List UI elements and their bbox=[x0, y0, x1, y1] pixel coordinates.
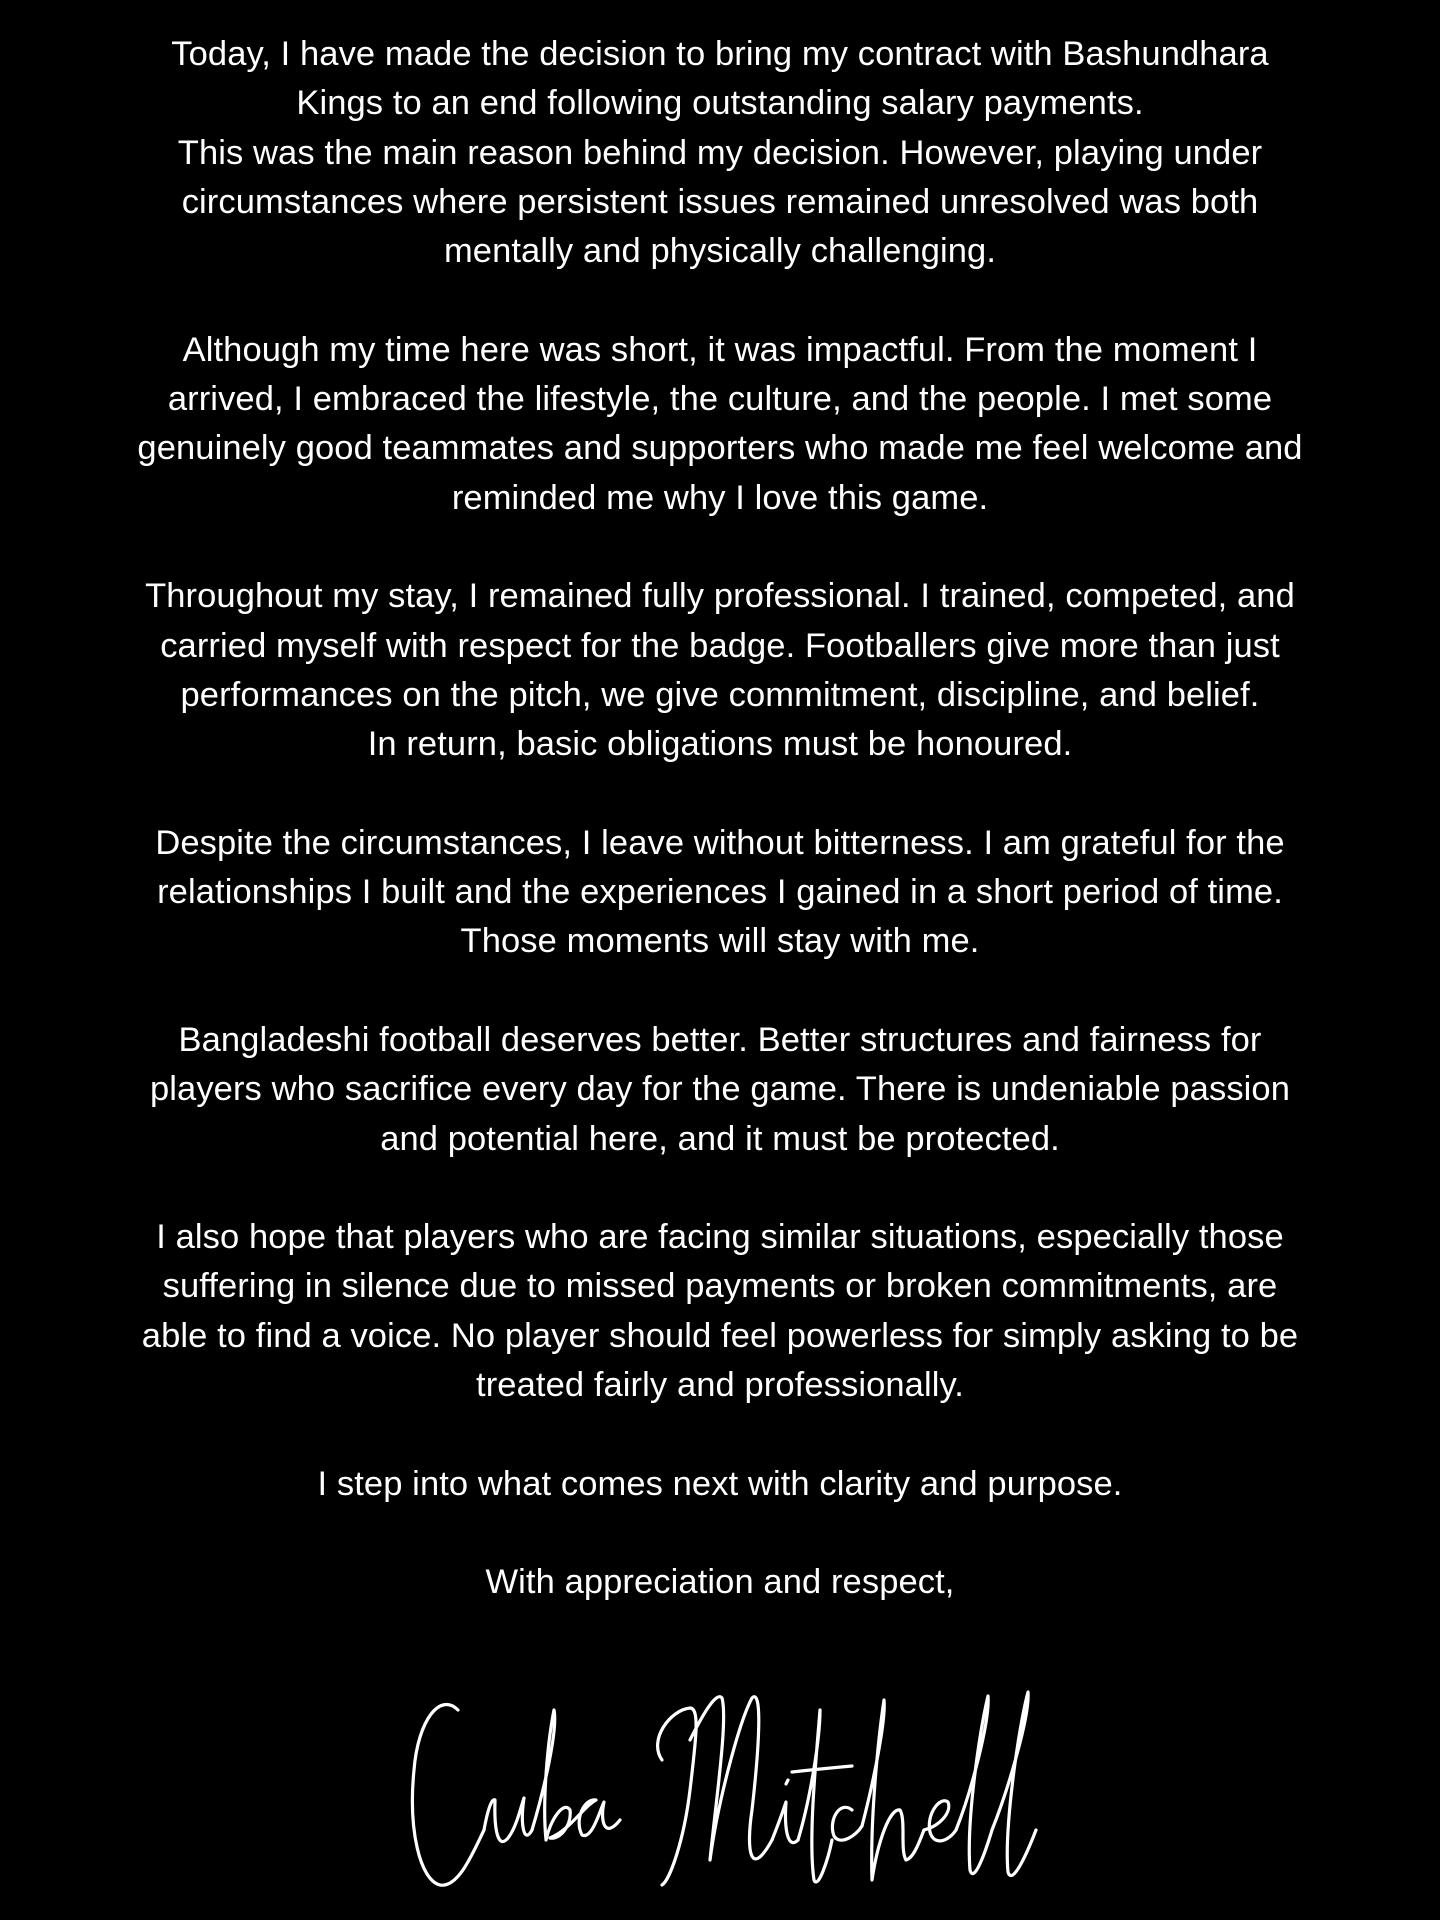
text-line: With appreciation and respect, bbox=[485, 1563, 955, 1602]
paragraph-2 bbox=[40, 326, 1400, 523]
text-line: circumstances where persistent issues remained unresolved was both bbox=[181, 182, 1259, 221]
statement-body bbox=[40, 30, 1400, 1608]
paragraph-5 bbox=[40, 1016, 1400, 1164]
text-line: players who sacrifice every day for the game. There is undeniable passion bbox=[149, 1070, 1291, 1109]
text-line: I also hope that players who are facing similar situations, especially those bbox=[156, 1218, 1284, 1257]
paragraph-6 bbox=[40, 1213, 1400, 1410]
text-line: treated fairly and professionally. bbox=[476, 1366, 964, 1405]
closing-line bbox=[40, 1558, 1400, 1607]
text-line: Throughout my stay, I remained fully professional. I trained, competed, and bbox=[145, 577, 1295, 616]
text-line: suffering in silence due to missed payments or broken commitments, are bbox=[162, 1267, 1278, 1306]
text-line: In return, basic obligations must be honoured. bbox=[367, 725, 1073, 764]
text-line: performances on the pitch, we give commitment, discipline, and belief. bbox=[180, 675, 1260, 714]
text-line: and potential here, and it must be protected. bbox=[380, 1119, 1060, 1158]
text-line: Although my time here was short, it was impactful. From the moment I bbox=[182, 330, 1258, 369]
paragraph-7 bbox=[40, 1460, 1400, 1509]
signature bbox=[400, 1680, 1080, 1910]
signature-cuba-mitchell-icon bbox=[400, 1680, 1080, 1910]
text-line: carried myself with respect for the badge. Footballers give more than just bbox=[160, 626, 1280, 665]
text-line: arrived, I embraced the lifestyle, the culture, and the people. I met some bbox=[167, 380, 1273, 419]
text-line: Bangladeshi football deserves better. Better structures and fairness for bbox=[178, 1020, 1262, 1059]
paragraph-3 bbox=[40, 572, 1400, 769]
text-line: Despite the circumstances, I leave without bitterness. I am grateful for the bbox=[155, 823, 1285, 862]
paragraph-1 bbox=[40, 30, 1400, 276]
text-line: Kings to an end following outstanding salary payments. bbox=[296, 84, 1144, 123]
text-line: able to find a voice. No player should feel powerless for simply asking to be bbox=[141, 1316, 1299, 1355]
text-line: mentally and physically challenging. bbox=[443, 232, 997, 271]
text-line: Today, I have made the decision to bring my contract with Bashundhara bbox=[171, 35, 1269, 73]
text-line: relationships I built and the experiences I gained in a short period of time. bbox=[157, 873, 1283, 912]
text-line: reminded me why I love this game. bbox=[451, 478, 989, 517]
text-line: genuinely good teammates and supporters who made me feel welcome and bbox=[137, 429, 1303, 468]
paragraph-4 bbox=[40, 819, 1400, 967]
text-line: Those moments will stay with me. bbox=[460, 922, 980, 961]
text-line: I step into what comes next with clarity and purpose. bbox=[317, 1464, 1123, 1503]
text-line: This was the main reason behind my decision. However, playing under bbox=[177, 133, 1263, 172]
